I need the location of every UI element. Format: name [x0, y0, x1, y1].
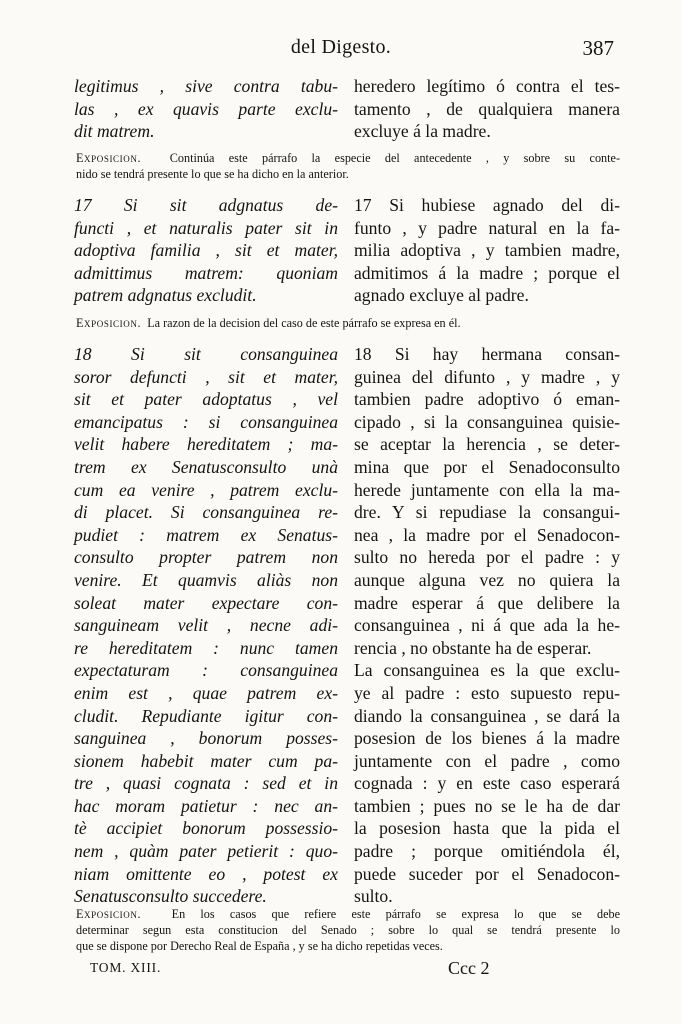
exposition-text: determinar segun esta constitucion del Senado ; sobre lo qual se tendrá presente lo: [76, 923, 620, 937]
latin-line: expectaturam : consanguinea: [74, 660, 338, 681]
spanish-line: cognada : y en este caso esperará: [354, 773, 620, 794]
exposition-text: La razon de la decision del caso de este párrafo se expresa en él.: [147, 316, 461, 330]
paragraph-17: [74, 194, 620, 308]
latin-line: soror defuncti , sit et mater,: [74, 366, 338, 387]
spanish-line: rencia , no obstante ha de esperar.: [354, 637, 592, 658]
latin-line: hac moram patietur : nec an-: [74, 795, 338, 816]
latin-line: functi , et naturalis pater sit in: [74, 217, 338, 238]
spanish-line: dre. Y si repudiase la consangui-: [354, 502, 620, 523]
exposition-text: En los casos que refiere este párrafo se expresa lo que se debe: [171, 907, 620, 921]
latin-line: consulto propter patrem non: [74, 547, 338, 568]
spanish-line: funto , y padre natural en la fa-: [354, 217, 620, 238]
spanish-line: tamento , de qualquiera manera: [354, 98, 620, 119]
exposition-label: Exposicion.: [76, 151, 142, 165]
spanish-line: agnado excluye al padre.: [354, 285, 529, 306]
spanish-line: nea , la madre por el Senadocon-: [354, 524, 620, 545]
latin-line: re hereditatem : nunc tamen: [74, 637, 338, 658]
exposition-note: [76, 906, 620, 954]
latin-line: trem ex Senatusconsulto unà: [74, 456, 338, 477]
spanish-line: herede juntamente con ella la ma-: [354, 479, 620, 500]
spanish-line: 17 Si hubiese agnado del di-: [354, 195, 620, 215]
exposition-text: nido se tendrá presente lo que se ha dicho en la anterior.: [76, 167, 349, 181]
spanish-line: heredero legítimo ó contra el tes-: [354, 76, 620, 96]
latin-line: niam omittente eo , potest ex: [74, 863, 338, 884]
exposition-label: Exposicion.: [76, 316, 142, 330]
page-header: [0, 36, 682, 64]
latin-line: sit et pater adoptatus , vel: [74, 389, 338, 410]
spanish-line: consanguinea , ni á que ada la he-: [354, 615, 620, 636]
latin-line: 18 Si sit consanguinea: [74, 344, 338, 364]
signature-mark: Ccc 2: [448, 958, 490, 978]
latin-line: patrem adgnatus excludit.: [74, 285, 257, 306]
latin-line: nem , quàm pater petierit : quo-: [74, 841, 338, 862]
latin-line: venire. Et quamvis aliàs non: [74, 569, 338, 590]
latin-line: admittimus matrem: quoniam: [74, 262, 338, 283]
spanish-line: padre ; porque omitiéndola él,: [354, 841, 620, 862]
text-block-continuation: [74, 75, 620, 143]
page-footer: [90, 960, 622, 982]
spanish-line: cipado , si la consanguinea quisie-: [354, 411, 620, 432]
spanish-line: admitimos á la madre ; porque el: [354, 262, 620, 283]
latin-line: cum ea venire , patrem exclu-: [74, 479, 338, 500]
spanish-line: ye al padre : esto supuesto repu-: [354, 682, 620, 703]
spanish-line: La consanguinea es la que exclu-: [354, 660, 620, 681]
spanish-column: [354, 75, 620, 143]
latin-line: 17 Si sit adgnatus de-: [74, 195, 338, 215]
spanish-line: milia adoptiva , y tambien madre,: [354, 240, 620, 261]
latin-line: sionem habebit mater cum pa-: [74, 750, 338, 771]
spanish-line: tambien padre adoptivo ó eman-: [354, 389, 620, 410]
spanish-line: tambien ; pues no se le ha de dar: [354, 795, 620, 816]
spanish-line: juntamente con el padre , como: [354, 750, 620, 771]
page-number: 387: [582, 36, 614, 60]
latin-column: [74, 343, 338, 908]
spanish-line: diando la consanguinea , se dará la: [354, 705, 620, 726]
spanish-line: se aceptar la herencia , se deter-: [354, 434, 620, 455]
latin-line: sanguinea , bonorum posses-: [74, 728, 338, 749]
latin-line: Senatusconsulto succedere.: [74, 886, 267, 907]
spanish-line: mina que por el Senadoconsulto: [354, 456, 620, 477]
paragraph-18: [74, 343, 620, 909]
latin-line: tè accipiet bonorum possessio-: [74, 818, 338, 839]
spanish-line: excluye á la madre.: [354, 121, 491, 142]
exposition-text: Continúa este párrafo la especie del antecedente , y sobre su conte-: [169, 151, 621, 165]
latin-line: soleat mater expectare con-: [74, 592, 338, 613]
exposition-label: Exposicion.: [76, 907, 142, 921]
spanish-line: aunque alguna vez no quiera la: [354, 569, 620, 590]
latin-line: cludit. Repudiante igitur con-: [74, 705, 338, 726]
spanish-column: [354, 194, 620, 307]
latin-line: di placet. Si consanguinea re-: [74, 502, 338, 523]
running-head: del Digesto.: [290, 36, 392, 58]
latin-line: tre , quasi cognata : sed et in: [74, 773, 338, 794]
spanish-line: puede suceder por el Senadocon-: [354, 863, 620, 884]
spanish-line: sulto no hereda por el padre : y: [354, 547, 620, 568]
latin-line: emancipatus : si consanguinea: [74, 411, 338, 432]
latin-column: [74, 194, 338, 307]
spanish-line: guinea del difunto , y madre , y: [354, 366, 620, 387]
exposition-note: [76, 150, 620, 182]
volume-label: TOM. XIII.: [90, 960, 162, 975]
latin-line: dit matrem.: [74, 121, 155, 142]
spanish-column: [354, 343, 620, 908]
latin-line: velit habere hereditatem ; ma-: [74, 434, 338, 455]
latin-line: pudiet : matrem ex Senatus-: [74, 524, 338, 545]
spanish-line: madre esperar á que delibere la: [354, 592, 620, 613]
latin-line: legitimus , sive contra tabu-: [74, 76, 338, 96]
latin-line: adoptiva familia , sit et mater,: [74, 240, 338, 261]
spanish-line: la posesion hasta que la pida el: [354, 818, 620, 839]
spanish-line: posesion de los bienes á la madre: [354, 728, 620, 749]
spanish-line: 18 Si hay hermana consan-: [354, 344, 620, 364]
latin-line: sanguineam velit , necne adi-: [74, 615, 338, 636]
exposition-note: [76, 315, 620, 331]
latin-line: las , ex quavis parte exclu-: [74, 98, 338, 119]
latin-line: enim est , quae patrem ex-: [74, 682, 338, 703]
spanish-line: sulto.: [354, 886, 393, 907]
exposition-text: que se dispone por Derecho Real de España , y se ha dicho repetidas veces.: [76, 939, 443, 953]
latin-column: [74, 75, 338, 143]
